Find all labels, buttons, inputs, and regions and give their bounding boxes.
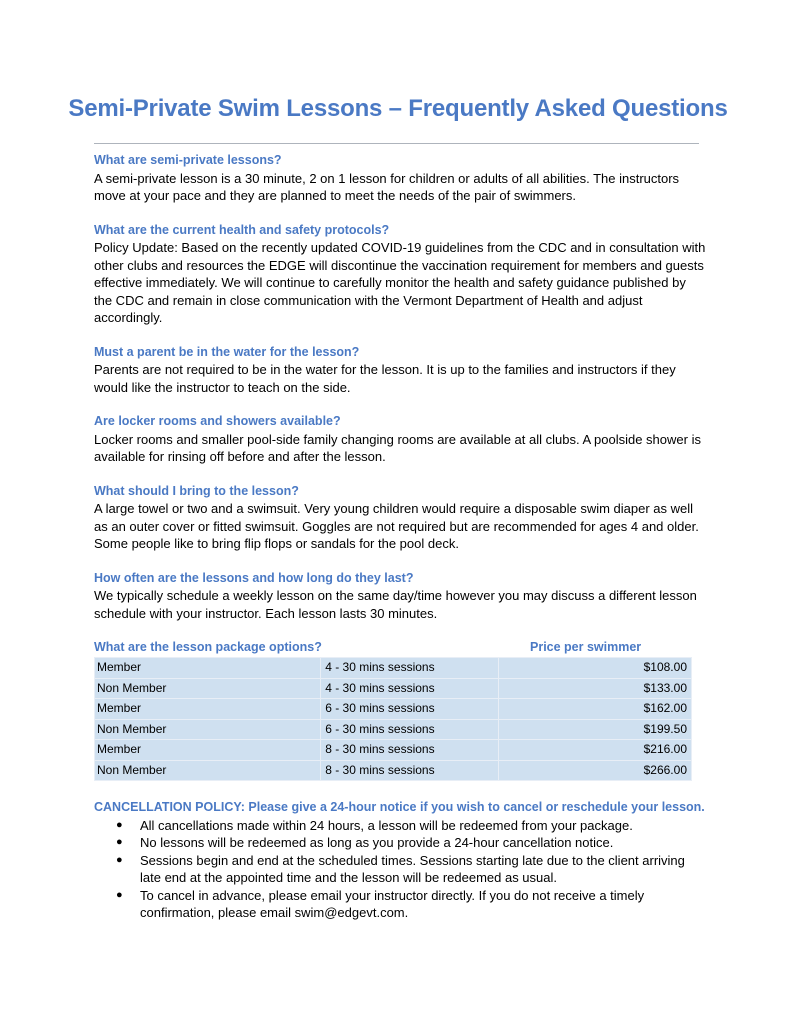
bullet-icon: ● — [116, 853, 123, 866]
faq-answer: We typically schedule a weekly lesson on the same day/time however you may discuss a different lesson schedule with your instructor. Each lesson lasts 30 minutes. — [94, 588, 697, 621]
faq-question: Must a parent be in the water for the lesson? — [94, 344, 360, 359]
faq-item — [94, 413, 706, 466]
faq-item — [94, 570, 706, 623]
sessions-cell: 4 - 30 mins sessions — [321, 658, 499, 679]
faq-question: What are the current health and safety protocols? — [94, 222, 390, 237]
table-row — [95, 760, 692, 781]
bullet-icon: ● — [116, 818, 123, 831]
faq-question: How often are the lessons and how long do they last? — [94, 570, 414, 585]
sessions-cell: 4 - 30 mins sessions — [321, 678, 499, 699]
list-item — [94, 834, 706, 852]
faq-answer: Policy Update: Based on the recently updated COVID-19 guidelines from the CDC and in consultation with other clubs and resources the EDGE will discontinue the vaccination requirement for members and guests effective immediately. We will continue to carefully monitor the health and safety guidance published by the CDC and remain in close communication with the Vermont Department of Health and adjust accordingly. — [94, 240, 706, 325]
membership-type-cell: Non Member — [95, 719, 321, 740]
faq-answer: Parents are not required to be in the water for the lesson. It is up to the families and instructors if they would like the instructor to teach on the side. — [94, 362, 676, 395]
policy-text: No lessons will be redeemed as long as you provide a 24-hour cancellation notice. — [140, 835, 614, 850]
bullet-icon: ● — [116, 888, 123, 901]
package-table — [94, 657, 692, 781]
faq-content — [94, 152, 706, 922]
faq-item — [94, 483, 706, 553]
price-cell: $108.00 — [498, 658, 691, 679]
list-item — [94, 852, 706, 887]
price-column-header: Price per swimmer — [530, 640, 642, 654]
table-row — [95, 719, 692, 740]
faq-item — [94, 222, 706, 327]
table-row — [95, 740, 692, 761]
package-question: What are the lesson package options? — [94, 640, 322, 654]
list-item — [94, 817, 706, 835]
price-cell: $162.00 — [498, 699, 691, 720]
policy-text: Sessions begin and end at the scheduled times. Sessions starting late due to the client arriving late end at the appointed time and the lesson will be redeemed as usual. — [140, 852, 685, 885]
membership-type-cell: Non Member — [95, 760, 321, 781]
price-cell: $199.50 — [498, 719, 691, 740]
membership-type-cell: Member — [95, 658, 321, 679]
membership-type-cell: Non Member — [95, 678, 321, 699]
sessions-cell: 8 - 30 mins sessions — [321, 740, 499, 761]
membership-type-cell: Member — [95, 740, 321, 761]
table-row — [95, 658, 692, 679]
policy-text: All cancellations made within 24 hours, a lesson will be redeemed from your package. — [140, 817, 633, 833]
price-cell: $216.00 — [498, 740, 691, 761]
faq-question: What are semi-private lessons? — [94, 153, 282, 167]
price-cell: $266.00 — [498, 760, 691, 781]
title-divider — [94, 143, 699, 144]
sessions-cell: 6 - 30 mins sessions — [321, 719, 499, 740]
price-cell: $133.00 — [498, 678, 691, 699]
membership-type-cell: Member — [95, 699, 321, 720]
bullet-icon: ● — [116, 836, 123, 848]
faq-answer: A semi-private lesson is a 30 minute, 2 on 1 lesson for children or adults of all abilities. The instructors move at your pace and they are planned to meet the needs of the pair of swimmers. — [94, 170, 680, 203]
faq-answer: Locker rooms and smaller pool-side family changing rooms are available at all clubs. A poolside shower is available for rinsing off before and after the lesson. — [94, 431, 701, 464]
sessions-cell: 6 - 30 mins sessions — [321, 699, 499, 720]
cancellation-policy-heading: CANCELLATION POLICY: Please give a 24-hour notice if you wish to cancel or reschedule your lesson. — [94, 800, 705, 814]
faq-question: Are locker rooms and showers available? — [94, 414, 341, 428]
policy-text: To cancel in advance, please email your instructor directly. If you do not receive a timely confirmation, please email swim@edgevt.com. — [140, 887, 645, 920]
faq-answer: A large towel or two and a swimsuit. Very young children would require a disposable swim diaper as well as an outer cover or fitted swimsuit. Goggles are not required but are recommended for ages 4 and older. Some people like to bring flip flops or sandals for the pool deck. — [94, 501, 699, 551]
faq-item — [94, 152, 706, 205]
sessions-cell: 8 - 30 mins sessions — [321, 760, 499, 781]
cancellation-policy-list — [94, 817, 706, 922]
page-title: Semi-Private Swim Lessons – Frequently Asked Questions — [68, 95, 728, 122]
list-item — [94, 887, 706, 922]
table-row — [95, 699, 692, 720]
table-row — [95, 678, 692, 699]
faq-question: What should I bring to the lesson? — [94, 483, 299, 498]
package-table-header — [94, 639, 706, 657]
faq-item — [94, 344, 706, 397]
